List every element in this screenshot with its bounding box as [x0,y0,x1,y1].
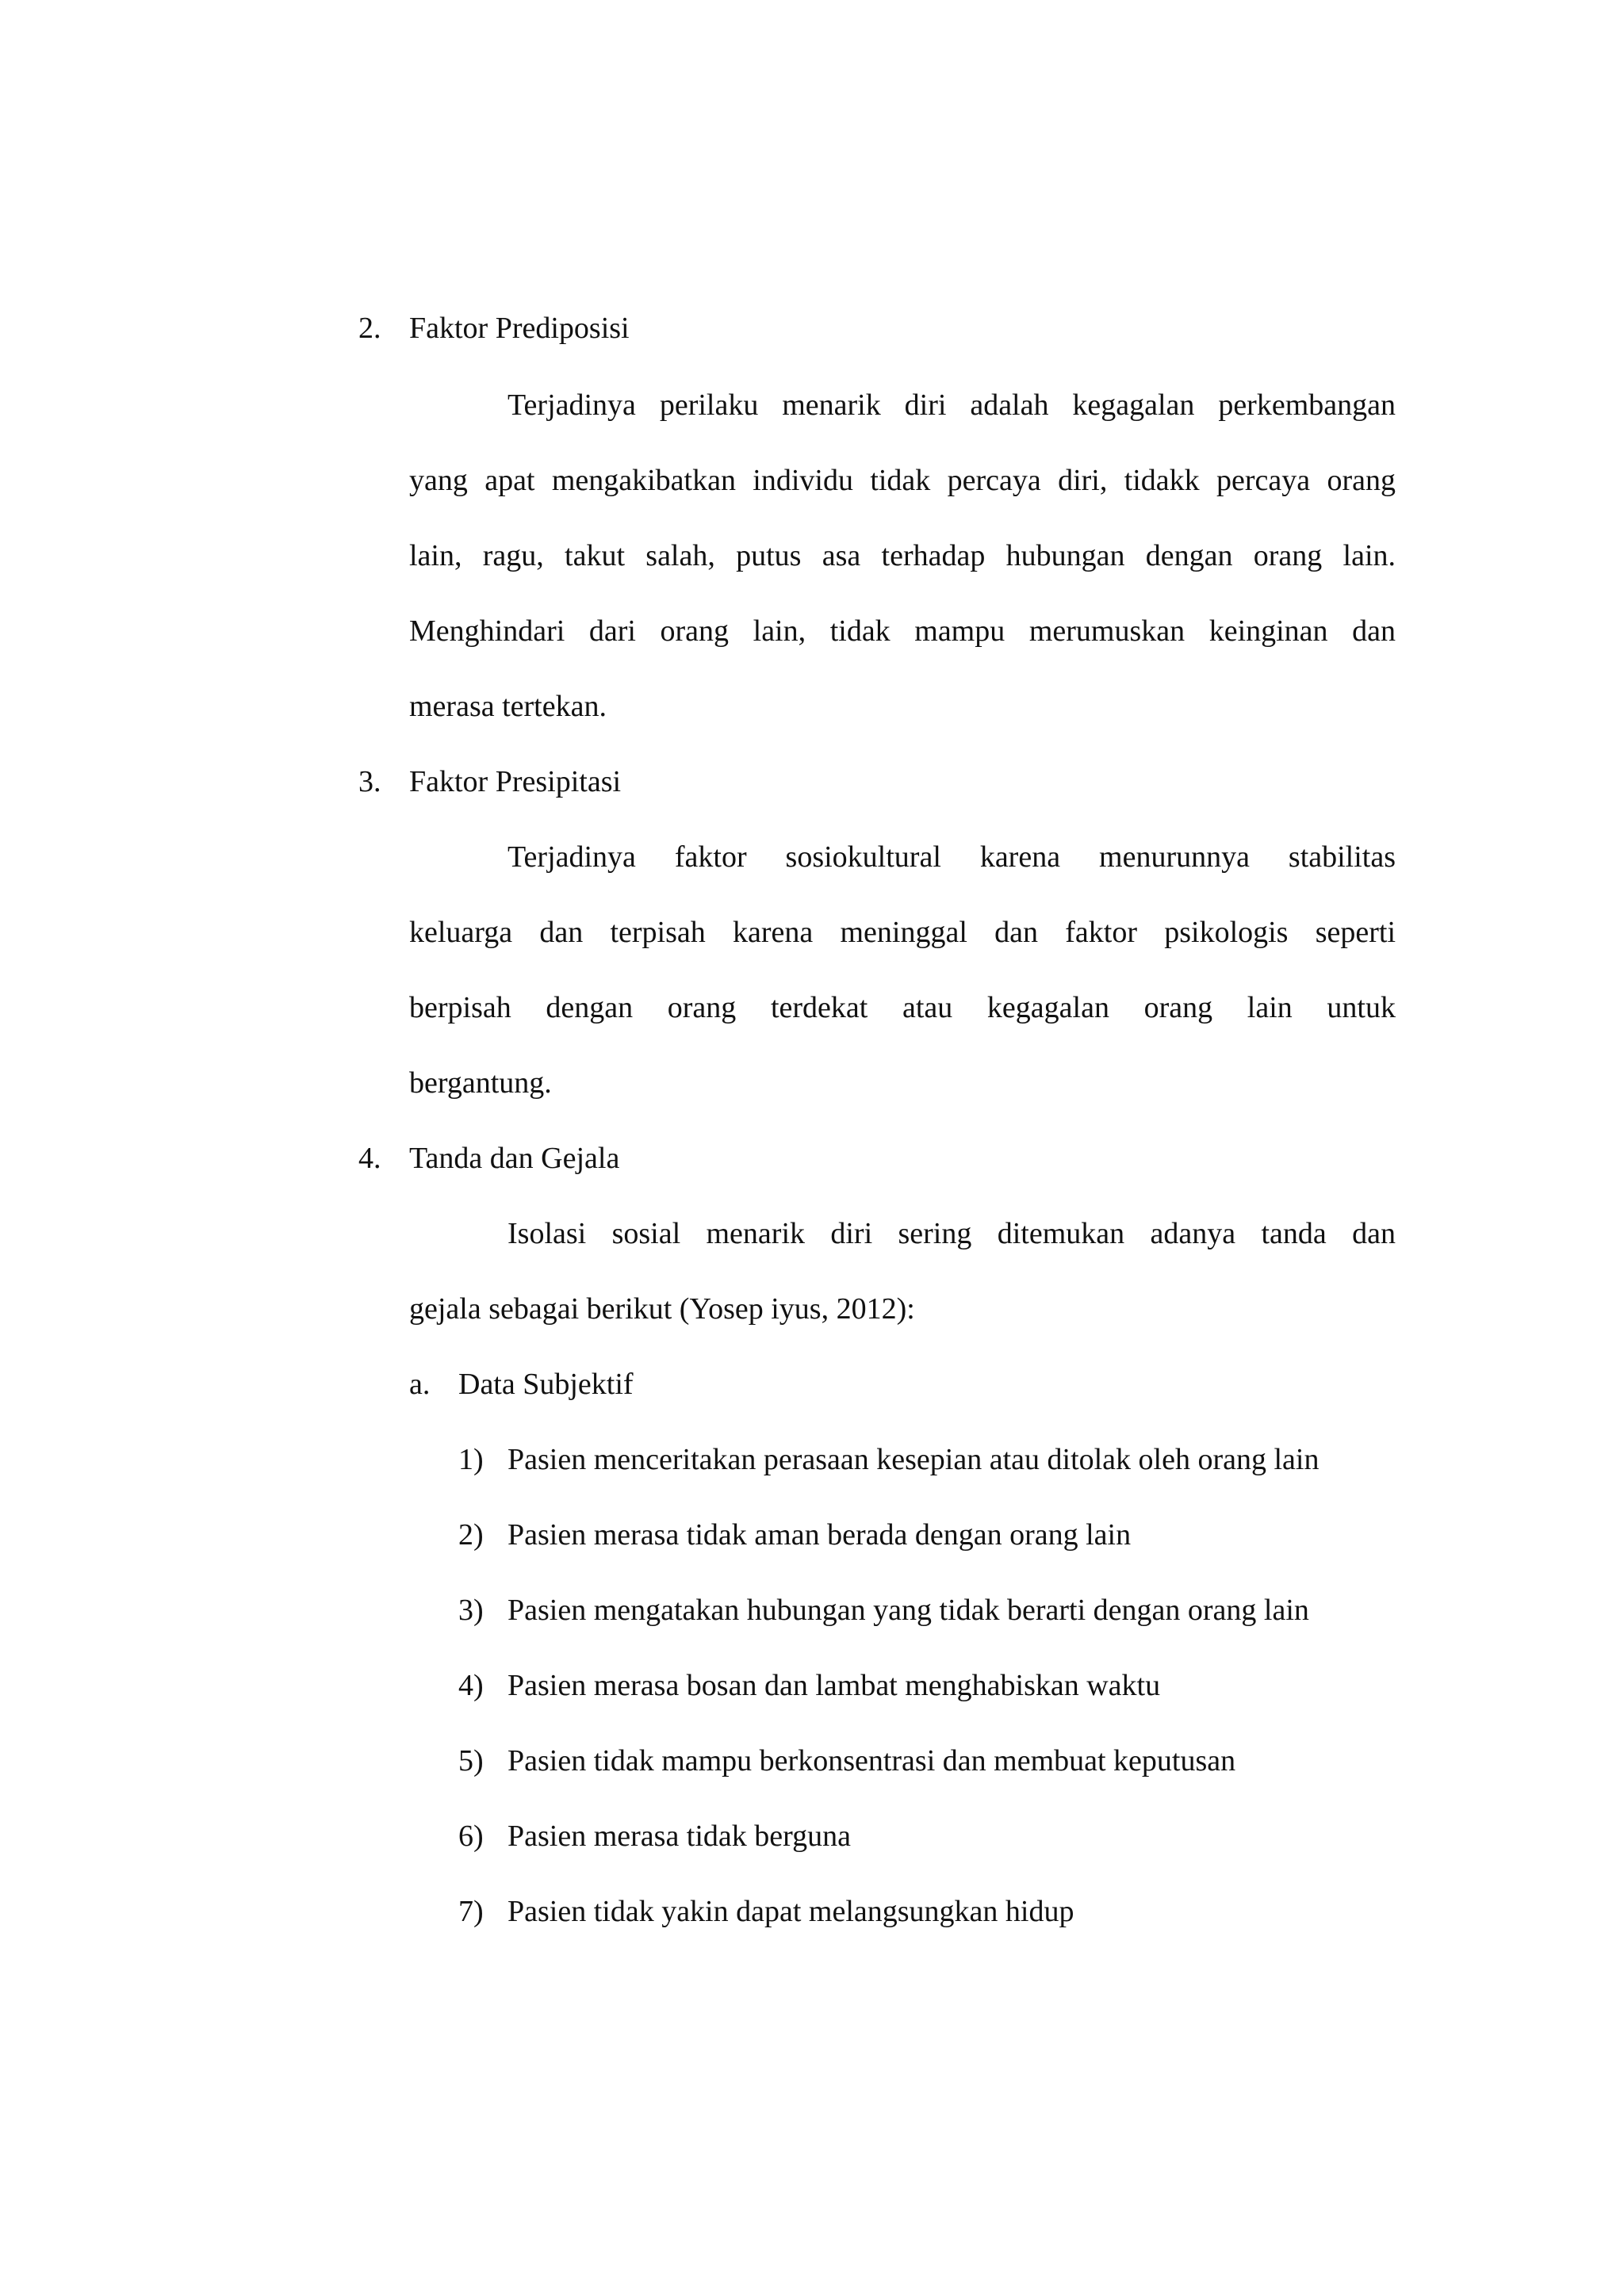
list-item-number: 2) [458,1518,484,1552]
paragraph-line: yang apat mengakibatkan individu tidak percaya diri, tidakk percaya orang [409,464,1396,497]
list-item-text: Pasien merasa tidak berguna [508,1820,851,1853]
section-4-number: 4. [358,1142,381,1175]
list-item-text: Pasien tidak mampu berkonsentrasi dan membuat keputusan [508,1744,1236,1777]
section-4-heading: Tanda dan Gejala [409,1142,620,1175]
paragraph-line: Terjadinya perilaku menarik diri adalah kegagalan perkembangan [508,388,1396,422]
list-item-text: Pasien merasa tidak aman berada dengan orang lain [508,1518,1132,1552]
paragraph-line: bergantung. [409,1066,552,1100]
list-item-number: 6) [458,1820,484,1853]
paragraph-line: Isolasi sosial menarik diri sering ditemukan adanya tanda dan [508,1217,1396,1250]
section-3-number: 3. [358,765,381,798]
subsection-letter: a. [409,1368,431,1401]
paragraph-line: keluarga dan terpisah karena meninggal dan faktor psikologis seperti [409,916,1396,949]
paragraph-line: Menghindari dari orang lain, tidak mampu merumuskan keinginan dan [409,614,1396,648]
list-item-text: Pasien merasa bosan dan lambat menghabiskan waktu [508,1669,1161,1702]
paragraph-line: berpisah dengan orang terdekat atau kegagalan orang lain untuk [409,991,1396,1024]
list-item-text: Pasien menceritakan perasaan kesepian atau ditolak oleh orang lain [508,1443,1320,1476]
list-item-text: Pasien mengatakan hubungan yang tidak berarti dengan orang lain [508,1594,1309,1627]
list-item-number: 7) [458,1895,484,1928]
section-2-heading: Faktor Prediposisi [409,312,630,345]
list-item-text: Pasien tidak yakin dapat melangsungkan hidup [508,1895,1074,1928]
subsection-heading: Data Subjektif [458,1368,634,1401]
list-item-number: 4) [458,1669,484,1702]
section-3-heading: Faktor Presipitasi [409,765,622,798]
paragraph-line: gejala sebagai berikut (Yosep iyus, 2012): [409,1292,915,1326]
list-item-number: 5) [458,1744,484,1777]
list-item-number: 1) [458,1443,484,1476]
paragraph-line: merasa tertekan. [409,690,607,723]
section-2-number: 2. [358,312,381,345]
list-item-number: 3) [458,1594,484,1627]
paragraph-line: Terjadinya faktor sosiokultural karena menurunnya stabilitas [508,840,1396,874]
paragraph-line: lain, ragu, takut salah, putus asa terhadap hubungan dengan orang lain. [409,539,1396,572]
